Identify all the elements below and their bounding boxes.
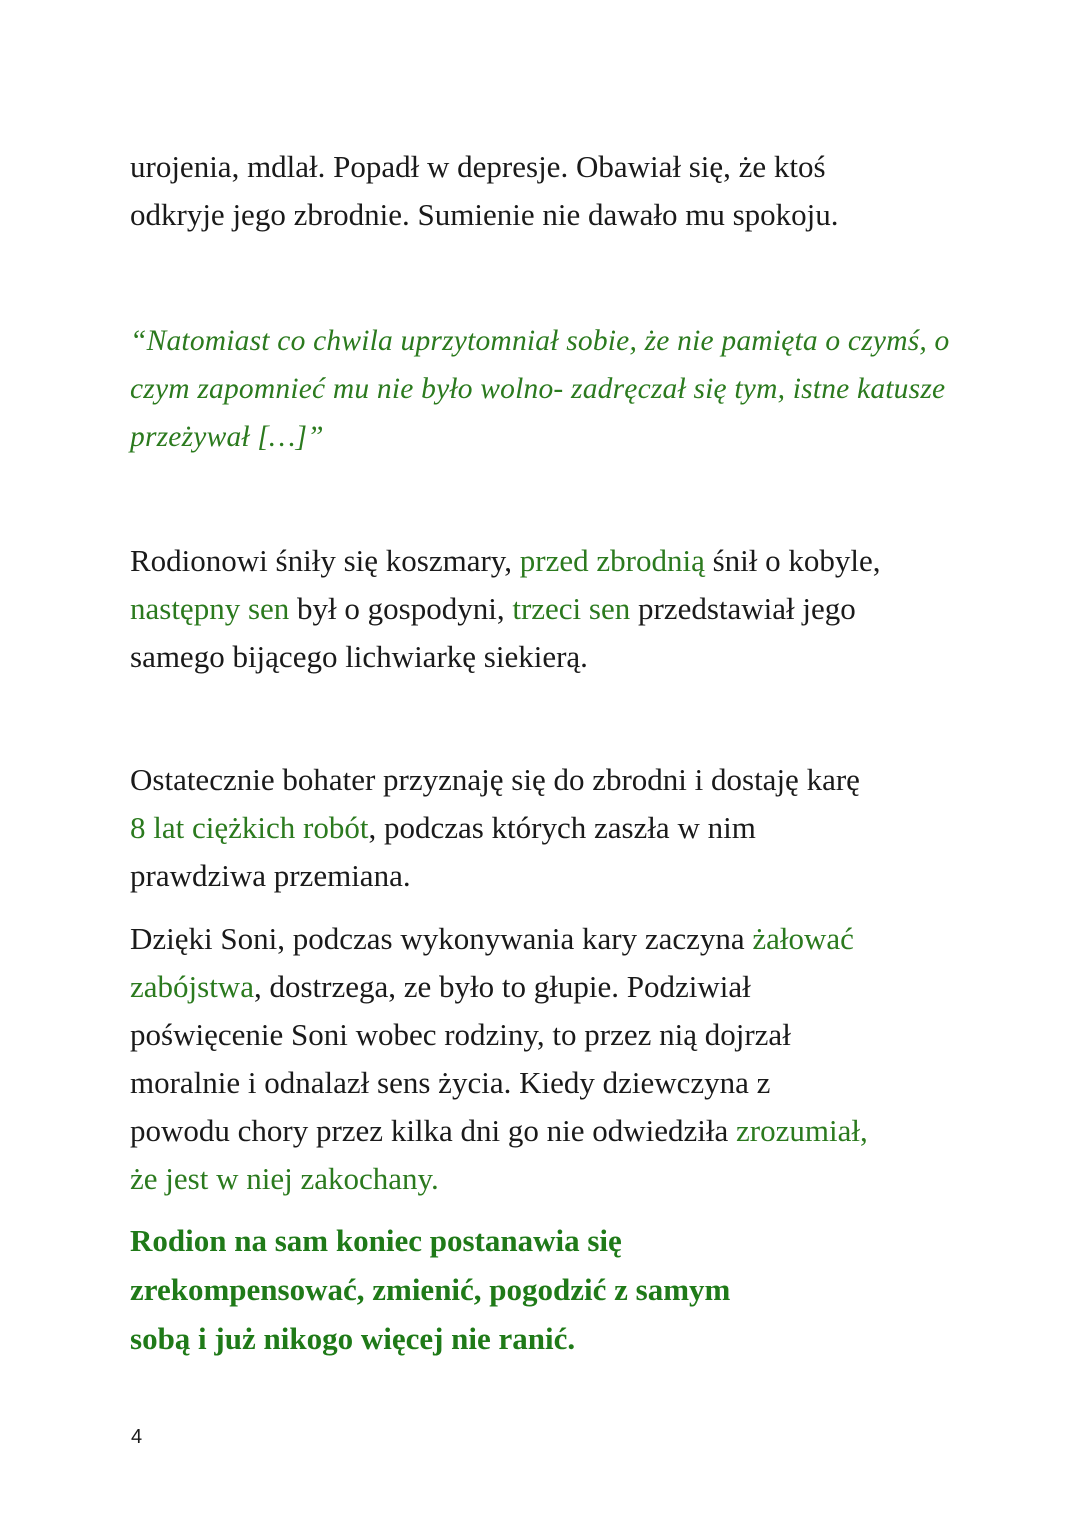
- highlight-text: trzeci sen: [512, 591, 631, 626]
- quote-line: czym zapomnieć mu nie było wolno- zadręczał się tym, istne katusze: [130, 373, 946, 405]
- italic-quote: [130, 317, 960, 461]
- quote-line: przeżywał […]”: [130, 421, 324, 453]
- text-segment: śnił o kobyle,: [704, 543, 881, 578]
- text-segment: samego bijącego lichwiarkę siekierą.: [130, 639, 588, 674]
- highlight-text: żałować: [752, 921, 854, 956]
- quote-line: “Natomiast co chwila uprzytomniał sobie, że nie pamięta o czymś, o: [130, 325, 950, 357]
- highlight-text: następny sen: [130, 591, 290, 626]
- text-segment: , podczas których zaszła w nim: [368, 810, 756, 845]
- text-segment: , dostrzega, ze było to głupie. Podziwiał: [253, 969, 751, 1004]
- text-segment: Dzięki Soni, podczas wykonywania kary zaczyna: [130, 921, 753, 956]
- text-segment: moralnie i odnalazł sens życia. Kiedy dziewczyna z: [130, 1065, 771, 1100]
- highlight-text: że jest w niej zakochany.: [130, 1161, 439, 1196]
- conclusion-line: sobą i już nikogo więcej nie ranić.: [130, 1321, 576, 1356]
- text-segment: Ostatecznie bohater przyznaję się do zbrodni i dostaję karę: [130, 762, 860, 797]
- highlight-text: zabójstwa: [130, 969, 254, 1004]
- text-segment: powodu chory przez kilka dni go nie odwiedziła: [130, 1113, 737, 1148]
- highlight-text: zrozumiał,: [736, 1113, 868, 1148]
- text-segment: poświęcenie Soni wobec rodziny, to przez nią dojrzał: [130, 1017, 791, 1052]
- conclusion-line: zrekompensować, zmienić, pogodzić z samym: [130, 1272, 731, 1307]
- conclusion-paragraph: [130, 1216, 960, 1363]
- text-line: odkryje jego zbrodnie. Sumienie nie dawało mu spokoju.: [130, 197, 839, 232]
- text-segment: przedstawiał jego: [630, 591, 856, 626]
- highlight-text: 8 lat ciężkich robót: [130, 810, 369, 845]
- page-number: 4: [131, 1426, 143, 1448]
- paragraph-dreams: [130, 537, 960, 681]
- conclusion-line: Rodion na sam koniec postanawia się: [130, 1223, 622, 1258]
- text-line: urojenia, mdlał. Popadł w depresje. Obawiał się, że ktoś: [130, 149, 826, 184]
- highlight-text: przed zbrodnią: [519, 543, 705, 578]
- paragraph-sonia: [130, 915, 960, 1203]
- text-segment: Rodionowi śniły się koszmary,: [130, 543, 520, 578]
- text-segment: był o gospodyni,: [289, 591, 513, 626]
- paragraph-depression: [130, 143, 960, 239]
- text-segment: prawdziwa przemiana.: [130, 858, 411, 893]
- paragraph-punishment: [130, 756, 960, 900]
